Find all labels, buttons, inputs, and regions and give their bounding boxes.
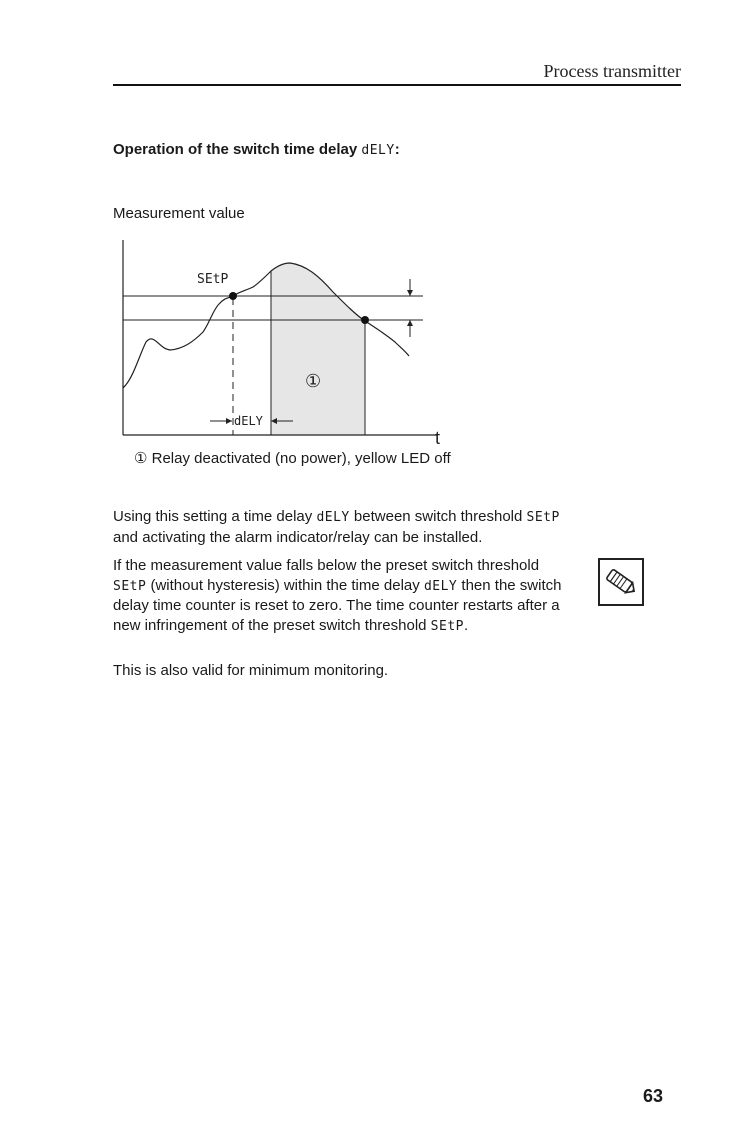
heading-text: Operation of the switch time delay: [113, 141, 362, 158]
display-code: SEtP: [113, 578, 147, 594]
heading-suffix: :: [394, 141, 400, 158]
delay-arrowhead-left: [226, 418, 232, 424]
setp-label: SEtP: [197, 272, 229, 287]
header-rule: [113, 84, 681, 86]
paragraph-text: If the measurement value falls below the preset switch threshold: [113, 557, 540, 574]
paragraph-text: between switch threshold: [349, 508, 527, 525]
section-heading: [113, 141, 400, 158]
page-number: 63: [642, 1086, 663, 1106]
threshold-cross-point-down: [361, 316, 369, 324]
relay-off-region: [271, 263, 365, 435]
display-code: SEtP: [526, 510, 560, 525]
region-marker: ①: [305, 371, 322, 392]
pencil-note-icon: [598, 558, 644, 606]
y-axis-label: Measurement value: [113, 205, 245, 222]
paragraph-2: [113, 556, 563, 636]
hysteresis-arrowhead-top: [407, 290, 413, 296]
paragraph-3: This is also valid for minimum monitoring.: [113, 662, 389, 679]
header-title: Process transmitter: [543, 61, 681, 81]
x-axis-label: t: [435, 428, 441, 448]
paragraph-1: [113, 507, 563, 547]
paragraph-text: Using this setting a time delay: [113, 508, 317, 525]
heading-code: dELY: [361, 143, 395, 158]
threshold-cross-point-up: [229, 292, 237, 300]
measurement-curve: [123, 263, 409, 388]
figure-caption: ① Relay deactivated (no power), yellow LED off: [134, 450, 451, 467]
delay-label: dELY: [234, 414, 263, 428]
paragraph-text: then the switch delay time counter is reset to zero. The time counter restarts after a new infringement of the preset switch threshold: [113, 576, 562, 634]
hysteresis-arrowhead-bottom: [407, 320, 413, 326]
paragraph-text: and activating the alarm indicator/relay can be installed.: [113, 528, 483, 546]
paragraph-text: (without hysteresis) within the time delay: [146, 576, 424, 594]
paragraph-text: .: [463, 616, 469, 634]
display-code: dELY: [316, 510, 350, 525]
switch-delay-diagram: [113, 232, 453, 450]
display-code: SEtP: [430, 618, 464, 634]
display-code: dELY: [423, 578, 458, 594]
